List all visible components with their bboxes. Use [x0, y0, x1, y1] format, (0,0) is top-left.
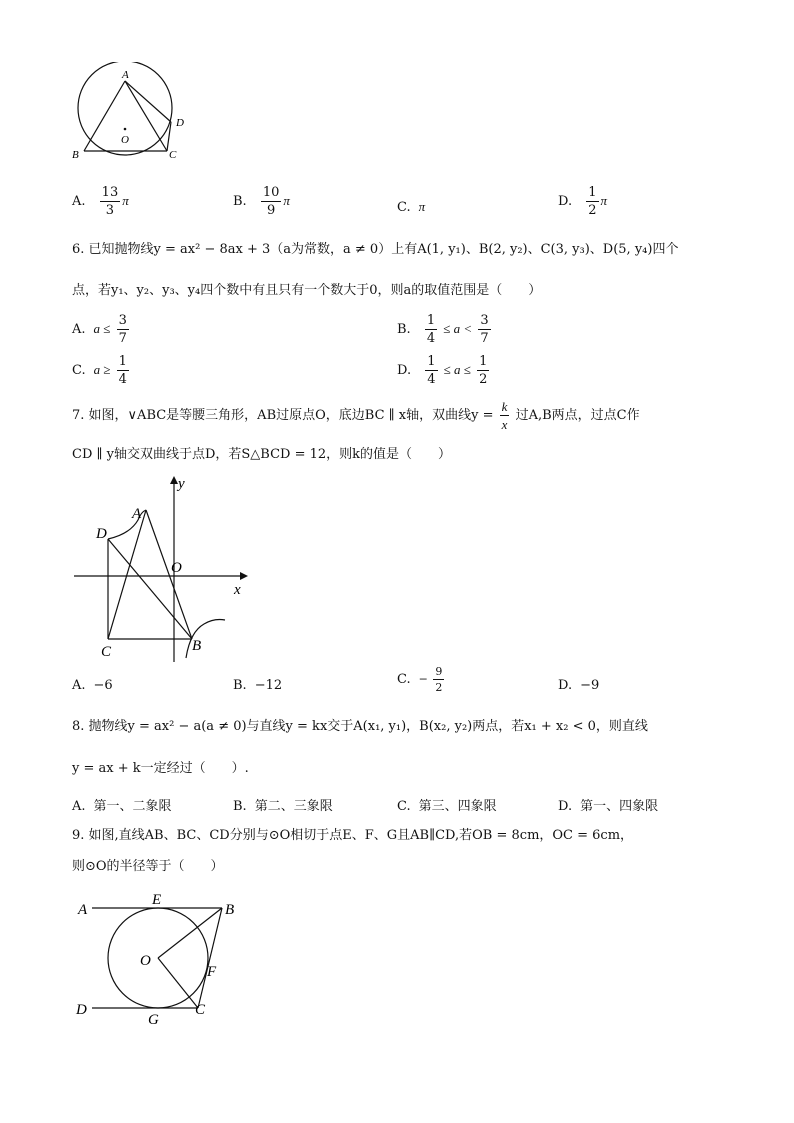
q9-label-e: E: [152, 892, 162, 908]
q7-hyperbola-figure: [68, 472, 258, 664]
q9-label-d: D: [76, 1002, 87, 1018]
q5-option-a: A. $\frac{13}{3}$ π: [72, 185, 129, 218]
q7-label-a: A: [132, 506, 142, 522]
q5-option-b: B. $\frac{10}{9}$ π: [233, 185, 290, 218]
q9-stem-line1: 9. 如图,直线AB、BC、CD分别与⊙O相切于点E、F、G且AB∥CD,若OB = 8cm，OC = 6cm，: [72, 828, 634, 843]
option-label: D.: [558, 194, 573, 209]
q6-option-a: A. a ≤ $\frac{3}{7}$: [72, 313, 127, 346]
q6-stem-line2: 点，若y₁、y₂、y₃、y₄四个数中有且只有一个数大于0，则a的取值范围是（ ）: [72, 283, 542, 298]
q7-label-d: D: [96, 526, 107, 542]
q5-label-d: D: [176, 117, 184, 129]
q7-option-d: D. −9: [558, 678, 600, 693]
q9-label-o: O: [140, 953, 151, 969]
q7-option-c: C. − $\frac{9}{2}$: [397, 665, 443, 694]
q9-tangent-circle-figure: [70, 888, 250, 1028]
q6-option-b: B. $\frac{1}{4}$ ≤ a < $\frac{3}{7}$: [397, 313, 489, 346]
q5-option-c: C. π: [397, 199, 426, 215]
q8-option-b: B. 第二、三象限: [233, 799, 333, 814]
q5-label-o: O: [121, 134, 129, 146]
q9-label-g: G: [148, 1012, 159, 1028]
q7-label-b: B: [192, 638, 202, 654]
q5-circle-figure: [62, 62, 202, 172]
option-label: A.: [72, 194, 86, 209]
q5-option-d: D. $\frac{1}{2}$ π: [558, 185, 608, 218]
q8-stem-line1: 8. 抛物线y = ax² − a(a ≠ 0)与直线y = kx交于A(x₁, y₁)，B(x₂, y₂)两点，若x₁ + x₂ < 0，则直线: [72, 719, 648, 734]
q7-label-o: O: [171, 560, 182, 576]
q7-label-x: x: [234, 582, 241, 598]
q8-stem-line2: y = ax + k一定经过（ ）.: [72, 761, 249, 776]
q8-option-d: D. 第一、四象限: [558, 799, 659, 814]
q6-option-c: C. a ≥ $\frac{1}{4}$: [72, 354, 127, 387]
q5-label-b: B: [72, 149, 79, 161]
q7-option-a: A. −6: [72, 678, 113, 693]
q5-label-a: A: [122, 69, 129, 81]
q7-option-b: B. −12: [233, 678, 283, 693]
q7-label-c: C: [101, 644, 112, 660]
option-label: C.: [397, 200, 411, 215]
q7-stem-line2: CD ∥ y轴交双曲线于点D，若S△BCD = 12，则k的值是（ ）: [72, 447, 452, 462]
q9-label-c: C: [195, 1002, 206, 1018]
q7-label-y: y: [178, 476, 185, 492]
q6-option-d: D. $\frac{1}{4}$ ≤ a ≤ $\frac{1}{2}$: [397, 354, 488, 387]
q5-label-c: C: [169, 149, 177, 161]
q9-label-f: F: [207, 964, 217, 980]
q9-label-b: B: [225, 902, 235, 918]
q8-option-a: A. 第一、二象限: [72, 799, 172, 814]
q9-stem-line2: 则⊙O的半径等于（ ）: [72, 859, 224, 874]
q8-option-c: C. 第三、四象限: [397, 799, 497, 814]
q6-stem-line1: 6. 已知抛物线y = ax² − 8ax + 3（a为常数，a ≠ 0）上有A(1, y₁)、B(2, y₂)、C(3, y₃)、D(5, y₄)四个: [72, 242, 679, 257]
option-label: B.: [233, 194, 247, 209]
q9-label-a: A: [78, 902, 88, 918]
q7-stem-line1: 7. 如图，∨ABC是等腰三角形，AB过原点O，底边BC ∥ x轴，双曲线y = $\frac{k}{x}$ 过A,B两点，过点C作: [72, 399, 640, 432]
